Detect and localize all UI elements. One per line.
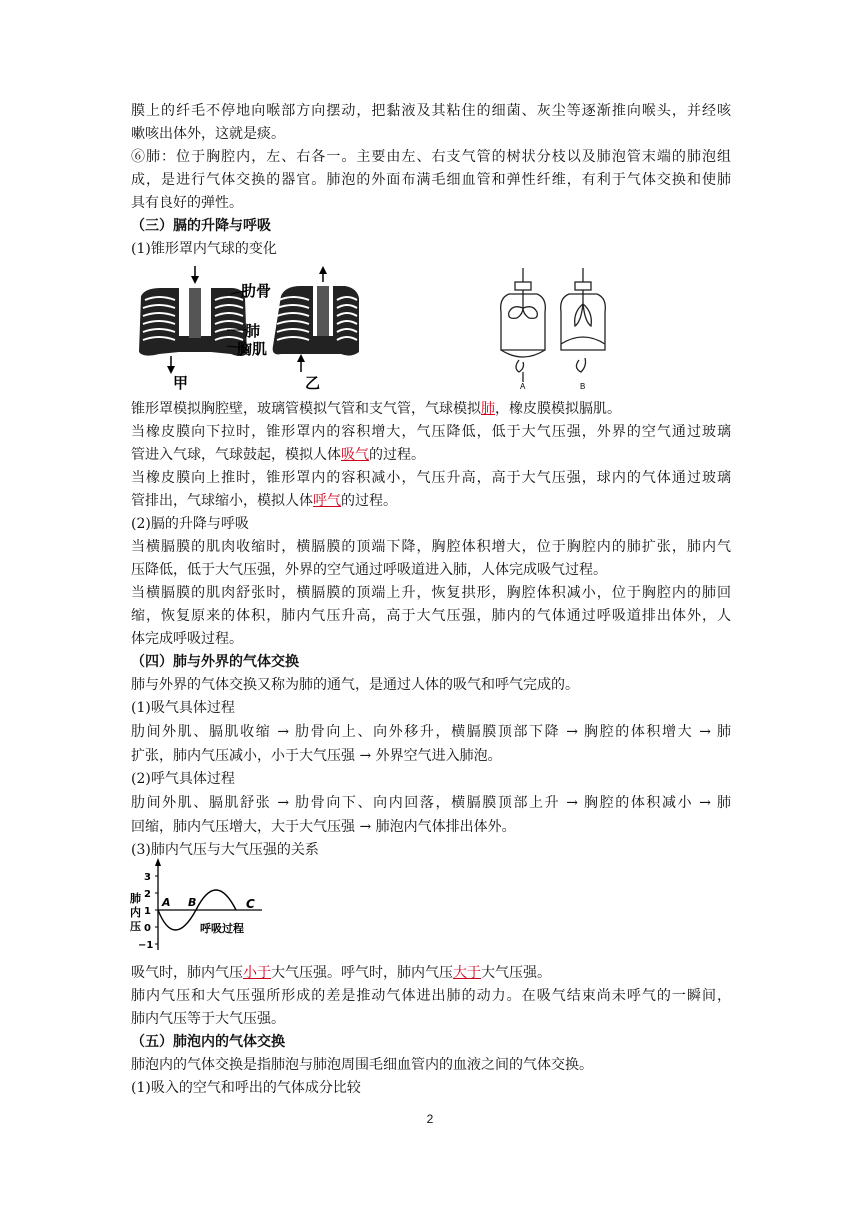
y-axis-label-3: 压: [130, 920, 141, 933]
label-muscle: 胸肌: [237, 340, 268, 358]
text-line: 当橡皮膜向下拉时，锥形罩内的容积增大，气压降低，低于大气压强，外界的空气通过玻璃: [131, 424, 731, 440]
point-c: C: [246, 897, 255, 911]
text-span: 大气压强。呼气时，肺内气压: [271, 965, 453, 981]
answer-greater-than: 大于: [453, 965, 481, 981]
label-ribs: 肋骨: [241, 282, 272, 300]
paragraph-lung-intro: [131, 100, 731, 261]
text-line: 肺内气压和大气压强所形成的差是推动气体进出肺的动力。在吸气结束尚未呼气的一瞬间，: [131, 988, 731, 1004]
tick-label: 0: [144, 923, 151, 934]
section-heading-5: （五）肺泡内的气体交换: [131, 1034, 285, 1050]
text-line: 膜上的纤毛不停地向喉部方向摆动，把黏液及其粘住的细菌、灰尘等逐渐推向喉头，并经咳: [131, 103, 731, 119]
tick-label: −1: [138, 940, 154, 951]
bell-jar-b: [561, 268, 606, 372]
subheading: (3)肺内气压与大气压强的关系: [131, 842, 319, 858]
rib-cage-jia: [139, 266, 247, 374]
answer-lung: 肺: [481, 401, 495, 417]
text-line: 嗽咳出体外，这就是痰。: [131, 126, 285, 142]
text-span: 的过程。: [341, 493, 397, 509]
section-heading-3: （三）膈的升降与呼吸: [131, 218, 271, 234]
text-line: 成，是进行气体交换的器官。肺泡的外面布满毛细血管和弹性纤维，有利于气体交换和使肺: [131, 172, 731, 188]
bell-jar-diagram: [495, 268, 610, 390]
point-a: A: [162, 896, 171, 909]
text-line: ⑥肺：位于胸腔内，左、右各一。主要由左、右支气管的树状分枝以及肺泡管末端的肺泡组: [131, 149, 731, 165]
subheading: (1)吸气具体过程: [131, 700, 235, 716]
paragraph: [131, 398, 731, 421]
subheading: (2)膈的升降与呼吸: [131, 516, 249, 532]
answer-exhale: 呼气: [313, 493, 341, 509]
text-line: 当横膈膜的肌肉舒张时，横膈膜的顶端上升，恢复拱形，胸腔体积减小，位于胸腔内的肺回: [131, 585, 731, 601]
paragraph: [131, 490, 731, 513]
text-span: 锥形罩模拟胸腔壁，玻璃管模拟气管和支气管，气球模拟: [131, 401, 481, 417]
text-span: 的过程。: [369, 447, 425, 463]
page-number: 2: [426, 1112, 434, 1126]
answer-inhale: 吸气: [341, 447, 369, 463]
paragraph: [131, 962, 731, 985]
label-yi: 乙: [305, 374, 321, 390]
label-a: A: [520, 382, 526, 390]
bell-jar-a: [501, 268, 546, 382]
text-line: 当橡皮膜向上推时，锥形罩内的容积减小，气压升高，高于大气压强，球内的气体通过玻璃: [131, 470, 731, 486]
text-span: ，橡皮膜模拟膈肌。: [495, 401, 621, 417]
subheading: (1)锥形罩内气球的变化: [131, 241, 277, 257]
text-line: 肋间外肌、膈肌收缩 → 肋骨向上、向外移升，横膈膜顶部下降 → 胸腔的体积增大 → 肺: [131, 724, 731, 740]
tick-label: 1: [144, 906, 151, 917]
paragraph: [131, 444, 731, 467]
section-heading-4: （四）肺与外界的气体交换: [131, 654, 299, 670]
text-line: 当横膈膜的肌肉收缩时，横膈膜的顶端下降，胸腔体积增大，位于胸腔内的肺扩张，肺内气: [131, 539, 731, 555]
text-line: 肺与外界的气体交换又称为肺的通气，是通过人体的吸气和呼气完成的。: [131, 677, 579, 693]
text-line: 肺内气压等于大气压强。: [131, 1011, 285, 1027]
text-span: 大气压强。: [481, 965, 551, 981]
rib-cage-yi: [273, 266, 359, 372]
text-span: 管排出，气球缩小，模拟人体: [131, 493, 313, 509]
subheading: (2)呼气具体过程: [131, 771, 235, 787]
section-3-body: [131, 398, 731, 862]
text-line: 体完成呼吸过程。: [131, 631, 243, 647]
answer-less-than: 小于: [243, 965, 271, 981]
section-4-5-body: [131, 962, 731, 1100]
tick-label: 2: [144, 889, 151, 900]
text-line: 压降低，低于大气压强，外界的空气通过呼吸道进入肺，人体完成吸气过程。: [131, 562, 607, 578]
y-axis-label-1: 肺: [130, 892, 141, 905]
text-span: 吸气时，肺内气压: [131, 965, 243, 981]
text-line: 肺泡内的气体交换是指肺泡与肺泡周围毛细血管内的血液之间的气体交换。: [131, 1057, 593, 1073]
point-b: B: [188, 896, 197, 909]
label-jia: 甲: [173, 374, 189, 390]
text-line: 扩张，肺内气压减小，小于大气压强 → 外界空气进入肺泡。: [131, 748, 502, 764]
y-axis-label-2: 内: [130, 906, 141, 919]
text-line: 回缩，肺内气压增大，大于大气压强 → 肺泡内气体排出体外。: [131, 819, 516, 835]
text-span: 管进入气球，气球鼓起，模拟人体: [131, 447, 341, 463]
graph-caption: 呼吸过程: [200, 922, 244, 935]
text-line: 具有良好的弹性。: [131, 195, 243, 211]
label-lung: 肺: [245, 322, 261, 340]
label-b: B: [580, 382, 586, 390]
text-line: 缩，恢复原来的体积，肺内气压升高，高于大气压强，肺内的气体通过呼吸道排出体外，人: [131, 608, 731, 624]
rib-cage-diagram: [131, 266, 361, 390]
subheading: (1)吸入的空气和呼出的气体成分比较: [131, 1080, 361, 1096]
tick-label: 3: [144, 872, 151, 883]
text-line: 肋间外肌、膈肌舒张 → 肋骨向下、向内回落，横膈膜顶部上升 → 胸腔的体积减小 → 肺: [131, 795, 731, 811]
pressure-graph: [128, 858, 268, 956]
